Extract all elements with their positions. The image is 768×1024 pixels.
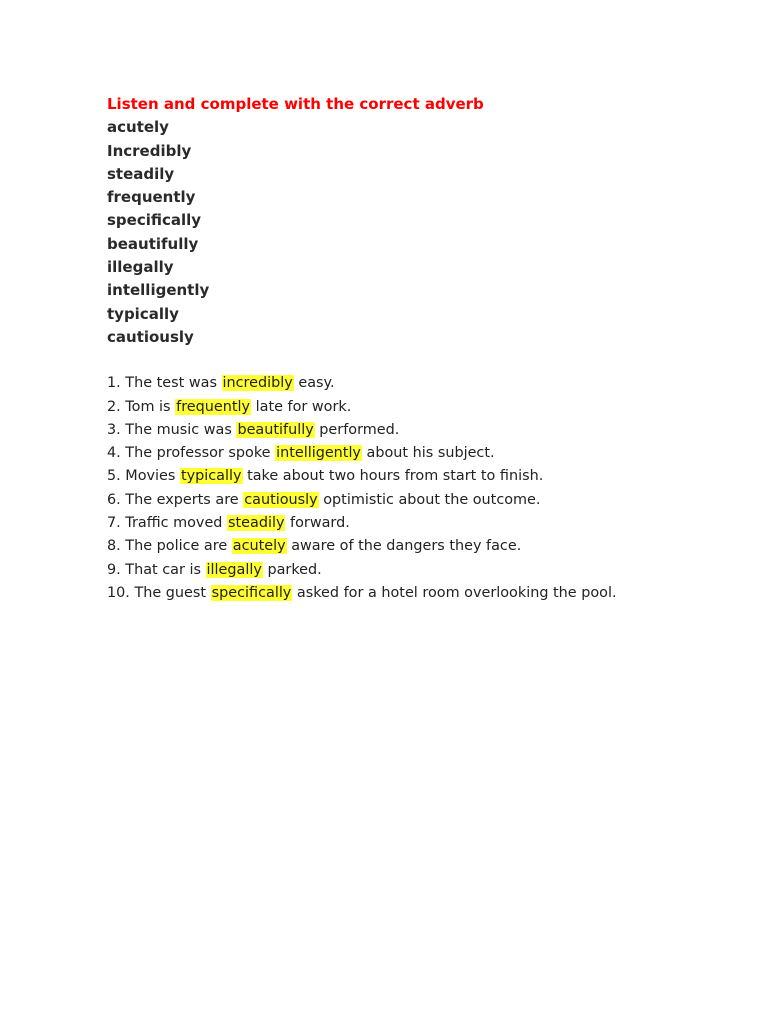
sentence-start: 4. The professor spoke — [107, 445, 276, 462]
sentence — [107, 535, 747, 558]
word-bank-item: frequently — [107, 188, 196, 207]
word-bank-item: steadily — [107, 164, 175, 183]
sentence-start: 7. Traffic moved — [107, 515, 228, 532]
word-bank-item: typically — [107, 304, 179, 323]
sentence-end: take about two hours from start to finish. — [242, 468, 544, 485]
highlighted-answer: typically — [180, 468, 242, 485]
sentence-end: forward. — [285, 515, 350, 532]
sentence-start: 9. That car is — [107, 561, 206, 578]
sentence — [107, 372, 747, 395]
sentence-end: late for work. — [251, 398, 352, 415]
highlighted-answer: beautifully — [237, 421, 314, 438]
sentence — [107, 559, 747, 582]
sentence-start: 6. The experts are — [107, 491, 244, 508]
sentence-end: asked for a hotel room overlooking the pool. — [292, 584, 617, 601]
sentence-end: aware of the dangers they face. — [286, 538, 522, 555]
sentence-start: 5. Movies — [107, 468, 180, 485]
highlighted-answer: cautiously — [244, 491, 318, 508]
sentence — [107, 489, 747, 512]
highlighted-answer: frequently — [176, 398, 251, 415]
word-bank-item: specifically — [107, 211, 202, 230]
sentence-start: 1. The test was — [107, 375, 222, 392]
word-bank-item: acutely — [107, 118, 169, 137]
word-bank — [107, 116, 747, 349]
sentence-start: 8. The police are — [107, 538, 232, 555]
sentence-end: easy. — [293, 375, 335, 392]
word-bank-item: cautiously — [107, 327, 194, 346]
sentence — [107, 512, 747, 535]
sentence-list — [107, 372, 747, 605]
word-bank-item: beautifully — [107, 234, 199, 253]
word-bank-item: intelligently — [107, 281, 210, 300]
highlighted-answer: incredibly — [222, 375, 293, 392]
sentence-end: performed. — [314, 421, 400, 438]
highlighted-answer: steadily — [228, 515, 285, 532]
highlighted-answer: acutely — [232, 538, 286, 555]
sentence — [107, 442, 747, 465]
word-bank-item: illegally — [107, 258, 174, 277]
highlighted-answer: illegally — [206, 561, 262, 578]
sentence-end: optimistic about the outcome. — [318, 491, 541, 508]
sentence — [107, 582, 747, 605]
sentence — [107, 465, 747, 488]
sentence-start: 3. The music was — [107, 421, 237, 438]
highlighted-answer: intelligently — [276, 445, 361, 462]
sentence — [107, 419, 747, 442]
highlighted-answer: specifically — [211, 584, 292, 601]
worksheet-title: Listen and complete with the correct adverb — [107, 95, 484, 113]
worksheet-page — [107, 93, 747, 605]
sentence-end: about his subject. — [361, 445, 495, 462]
sentence — [107, 396, 747, 419]
sentence-start: 10. The guest — [107, 584, 211, 601]
sentence-start: 2. Tom is — [107, 398, 176, 415]
sentence-end: parked. — [262, 561, 322, 578]
word-bank-item: Incredibly — [107, 141, 192, 160]
